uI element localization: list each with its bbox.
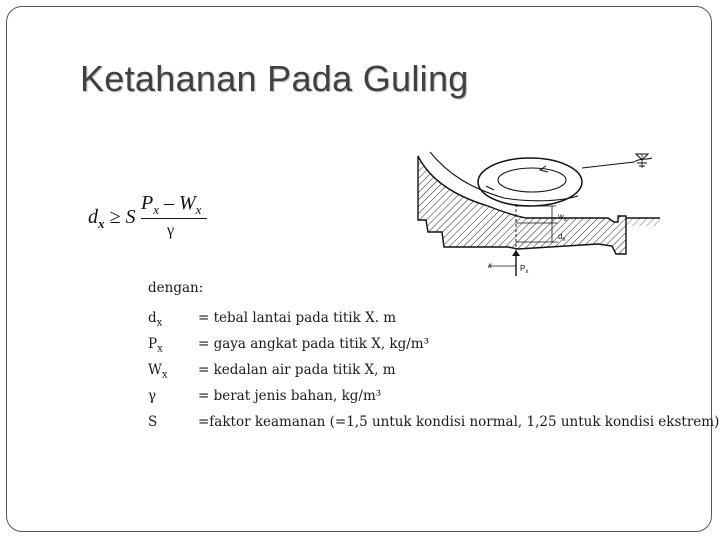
definition-symbol: $P_x$ xyxy=(148,336,163,355)
label-wx: $w_x$ xyxy=(558,212,567,223)
formula-w: W xyxy=(179,192,196,214)
formula-denominator: γ xyxy=(167,222,175,239)
definitions-intro: dengan: xyxy=(148,280,204,296)
roller-inner xyxy=(498,168,566,192)
uplift-formula xyxy=(88,192,218,252)
formula-p: P xyxy=(141,192,154,214)
formula-lhs-var: d xyxy=(88,206,98,228)
formula-p-sub: x xyxy=(153,202,159,217)
label-dx: $d_x$ xyxy=(558,232,566,243)
slide-title: Ketahanan Pada Guling xyxy=(80,58,469,99)
formula-lhs-sub: x xyxy=(98,216,105,231)
formula-lhs xyxy=(88,206,135,232)
definition-symbol: γ xyxy=(148,388,157,404)
definition-symbol: $d_x$ xyxy=(148,310,163,329)
definition-text: =faktor keamanan (=1,5 untuk kondisi normal, 1,25 untuk kondisi ekstrem) xyxy=(198,414,720,430)
label-x: x xyxy=(488,261,492,270)
definition-text: = berat jenis bahan, kg/m³ xyxy=(198,388,382,404)
definition-text: = tebal lantai pada titik X. m xyxy=(198,310,397,326)
definition-text: = kedalan air pada titik X, m xyxy=(198,362,396,378)
roller-vortex xyxy=(478,158,582,206)
formula-numerator xyxy=(141,192,201,218)
roller-arrow-left xyxy=(486,186,494,190)
formula-minus: – xyxy=(159,192,179,214)
definition-symbol: $W_x$ xyxy=(148,362,168,381)
formula-w-sub: x xyxy=(195,202,202,217)
ground-hatch xyxy=(626,218,660,226)
stilling-basin-diagram xyxy=(408,146,662,278)
label-px: $P_x$ xyxy=(520,264,529,275)
formula-relation: ≥ S xyxy=(104,206,136,228)
definition-symbol: S xyxy=(148,414,158,430)
definition-text: = gaya angkat pada titik X, kg/m³ xyxy=(198,336,429,352)
fraction-bar xyxy=(141,218,207,219)
